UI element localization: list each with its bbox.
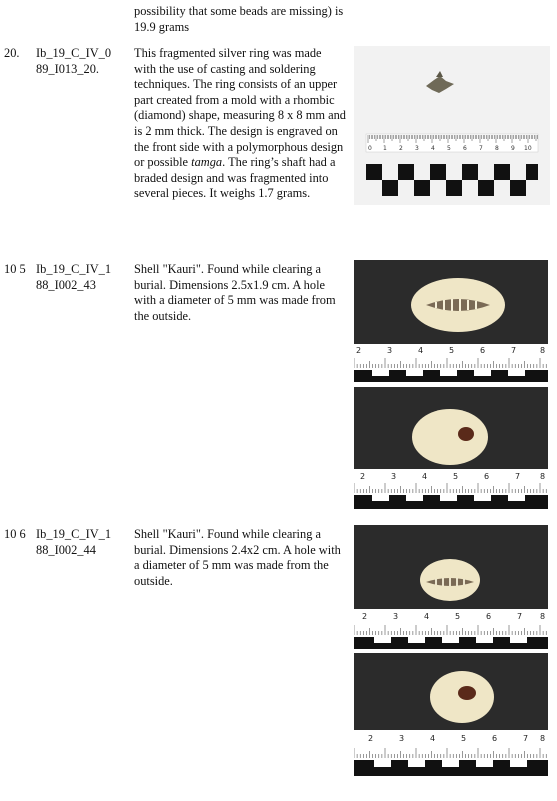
tick-label: 7 [515,472,521,481]
tick-label: 1 [383,145,387,152]
shell-106-photos [354,525,548,776]
tick-label: 8 [495,145,499,152]
tick-label: 3 [415,145,419,152]
tick-label: 6 [463,145,467,152]
tick-label: 9 [511,145,515,152]
tick-label: 5 [461,734,467,743]
tick-label: 2 [362,612,368,621]
tick-label: 2 [368,734,374,743]
tick-label: 8 [540,346,546,355]
tick-label: 7 [523,734,529,743]
tick-label: 3 [393,612,399,621]
tick-label: 8 [540,612,546,621]
tick-label: 6 [486,612,492,621]
entry-description: Shell "Kauri". Found while clearing a burial. Dimensions 2.4x2 cm. A hole with a diameter of 5 mm was made from the outside. [134,527,341,588]
entry-description [134,46,346,202]
entry-number: 20. [4,46,20,60]
entry-code: Ib_19_C_IV_1 88_I002_43 [36,262,112,292]
tick-label: 5 [447,145,451,152]
tick-label: 4 [424,612,430,621]
tick-label: 5 [453,472,459,481]
tick-label: 2 [399,145,403,152]
shell-105-photos [354,260,548,509]
tick-label: 6 [492,734,498,743]
tick-label: 7 [479,145,483,152]
tick-label: 2 [356,346,362,355]
description-text: This fragmented silver ring was made with the use of casting and soldering techniques. The ring consists of an upper part created from a mold with a rhombic (diamond) shape, measuring 8 x 8 mm and is 2 mm thick. The design is engraved on the front side with a polymorphous design or possible [134,46,346,170]
tick-label: 4 [430,734,436,743]
tick-label: 3 [387,346,393,355]
tick-label: 5 [455,612,461,621]
tick-label: 0 [368,145,372,152]
description-text: . The ring’s shaft had a braded design and was fragmented into several pieces. It weighs 1.7 grams. [134,155,336,201]
italic-term: tamga [191,155,223,170]
continued-description: possibility that some beads are missing) is 19.9 grams [134,4,344,34]
tick-label: 8 [540,472,546,481]
tick-label: 6 [484,472,490,481]
entry-code: Ib_19_C_IV_1 88_I002_44 [36,527,112,557]
ring-photo [354,46,550,205]
tick-label: 7 [517,612,523,621]
tick-label: 5 [449,346,455,355]
entry-code: Ib_19_C_IV_0 89_I013_20. [36,46,112,76]
entry-number: 10 5 [4,262,26,276]
tick-label: 4 [418,346,424,355]
tick-label: 2 [360,472,366,481]
entry-description: Shell "Kauri". Found while clearing a burial. Dimensions 2.5x1.9 cm. A hole with a diameter of 5 mm was made from the outside. [134,262,336,323]
tick-label: 3 [391,472,397,481]
tick-label: 3 [399,734,405,743]
tick-label: 8 [540,734,546,743]
tick-label: 4 [422,472,428,481]
tick-label: 10 [524,145,532,152]
tick-label: 7 [511,346,517,355]
entry-number: 10 6 [4,527,26,541]
tick-label: 6 [480,346,486,355]
tick-label: 4 [431,145,435,152]
